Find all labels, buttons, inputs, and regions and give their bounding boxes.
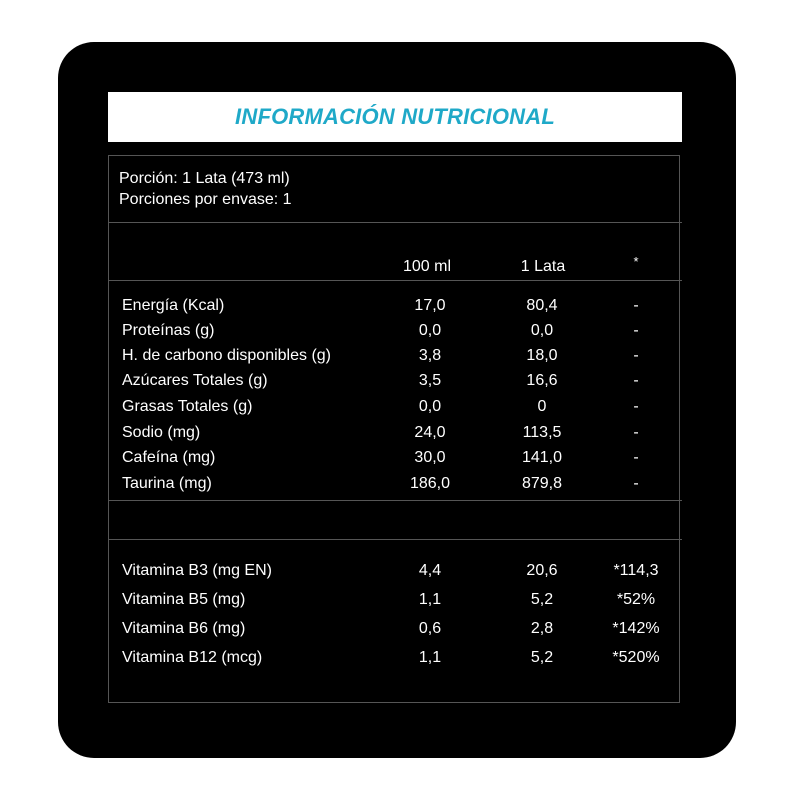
value-per-can: 141,0 xyxy=(521,449,563,466)
value-daily: *520% xyxy=(612,649,660,666)
value-per-can: 16,6 xyxy=(526,372,558,389)
serving-portions-per-pack: Porciones por envase: 1 xyxy=(119,191,292,208)
row-label: Taurina (mg) xyxy=(122,475,212,492)
row-label: Vitamina B5 (mg) xyxy=(122,591,246,608)
value-daily: - xyxy=(633,398,639,415)
value-per-can: 2,8 xyxy=(530,620,554,637)
value-per-100ml: 1,1 xyxy=(418,649,442,666)
row-label: Vitamina B3 (mg EN) xyxy=(122,562,272,579)
header-daily-value: * xyxy=(633,254,639,269)
row-label: Energía (Kcal) xyxy=(122,297,225,314)
value-per-100ml: 0,0 xyxy=(418,398,442,415)
value-per-100ml: 3,5 xyxy=(418,372,442,389)
value-per-100ml: 0,0 xyxy=(418,322,442,339)
value-daily: - xyxy=(633,347,639,364)
divider-vitamins xyxy=(108,539,682,540)
value-per-100ml: 3,8 xyxy=(418,347,442,364)
row-label: Sodio (mg) xyxy=(122,424,201,441)
value-per-100ml: 17,0 xyxy=(414,297,446,314)
value-per-100ml: 4,4 xyxy=(418,562,442,579)
value-daily: - xyxy=(633,322,639,339)
divider-nutrients xyxy=(108,500,682,501)
value-per-100ml: 1,1 xyxy=(418,591,442,608)
row-label: Vitamina B12 (mcg) xyxy=(122,649,263,666)
row-label: Grasas Totales (g) xyxy=(122,398,253,415)
header-per-100ml: 100 ml xyxy=(402,258,452,275)
value-per-can: 879,8 xyxy=(521,475,563,492)
value-daily: *114,3 xyxy=(613,562,659,579)
value-per-can: 18,0 xyxy=(526,347,558,364)
value-per-100ml: 24,0 xyxy=(414,424,446,441)
value-per-can: 0 xyxy=(537,398,547,415)
value-per-can: 5,2 xyxy=(530,649,554,666)
value-daily: - xyxy=(633,475,639,492)
value-per-can: 0,0 xyxy=(530,322,554,339)
value-per-can: 5,2 xyxy=(530,591,554,608)
value-daily: - xyxy=(633,449,639,466)
value-per-100ml: 30,0 xyxy=(414,449,446,466)
value-daily: *52% xyxy=(616,591,656,608)
divider-serving xyxy=(108,222,682,223)
row-label: Proteínas (g) xyxy=(122,322,215,339)
value-per-100ml: 186,0 xyxy=(409,475,451,492)
value-per-can: 80,4 xyxy=(526,297,558,314)
value-daily: - xyxy=(633,372,639,389)
divider-header xyxy=(108,280,682,281)
row-label: Vitamina B6 (mg) xyxy=(122,620,246,637)
value-daily: - xyxy=(633,297,639,314)
value-daily: - xyxy=(633,424,639,441)
value-daily: *142% xyxy=(612,620,660,637)
value-per-can: 20,6 xyxy=(526,562,558,579)
page-title: INFORMACIÓN NUTRICIONAL xyxy=(235,104,555,129)
serving-portion: Porción: 1 Lata (473 ml) xyxy=(119,170,290,187)
value-per-can: 113,5 xyxy=(522,424,562,441)
header-per-can: 1 Lata xyxy=(520,258,566,275)
title-bar xyxy=(108,92,682,142)
row-label: Cafeína (mg) xyxy=(122,449,216,466)
row-label: H. de carbono disponibles (g) xyxy=(122,347,332,364)
row-label: Azúcares Totales (g) xyxy=(122,372,268,389)
value-per-100ml: 0,6 xyxy=(418,620,442,637)
